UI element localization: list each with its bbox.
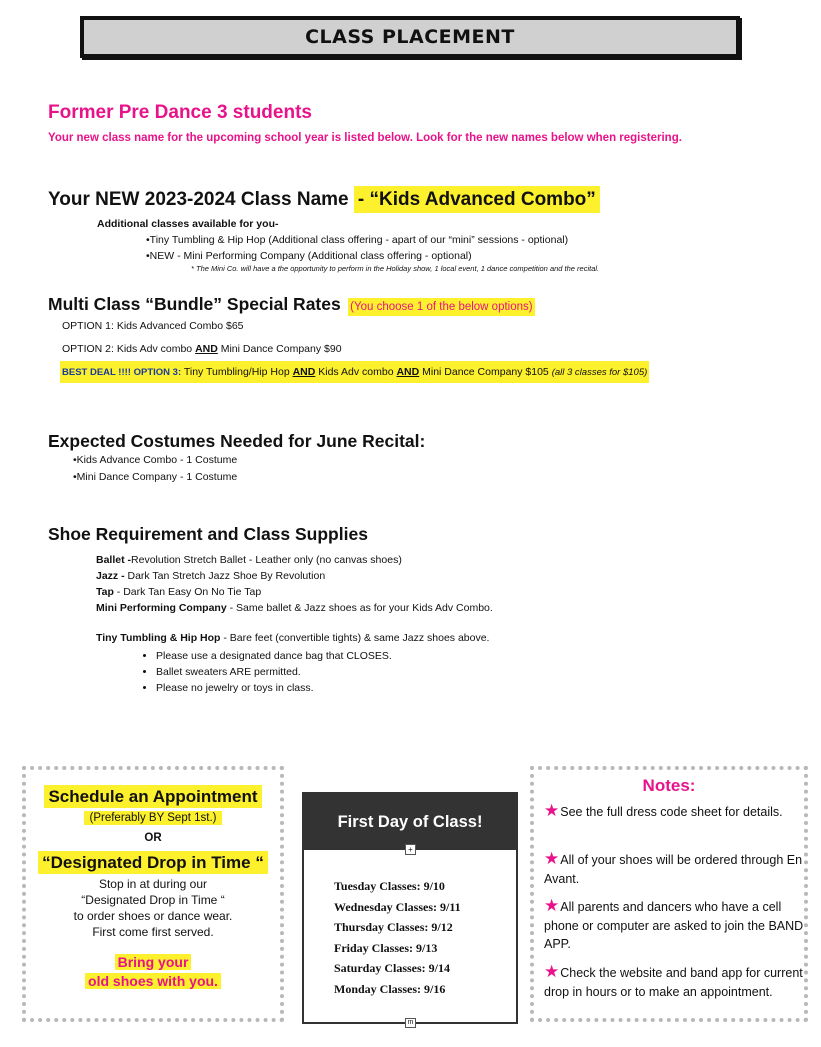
resize-handle-icon: + — [405, 844, 416, 855]
new-class-heading — [48, 189, 600, 211]
list-item: • Ballet sweaters ARE permitted. — [156, 664, 392, 680]
star-icon: ★ — [544, 896, 560, 915]
note-item — [544, 802, 806, 822]
page-title: CLASS PLACEMENT — [305, 26, 515, 48]
note-text: All parents and dancers who have a cell phone or computer are asked to join the BAND APP. — [544, 900, 804, 951]
list-item: •Tiny Tumbling & Hip Hop (Additional class offering - apart of our “mini” sessions - optional) — [146, 234, 569, 246]
bundle-option-2 — [62, 343, 342, 355]
option-3-note: (all 3 classes for $105) — [551, 367, 648, 378]
list-item: Tuesday Classes: 9/10 — [334, 879, 445, 893]
drop-in-heading: “Designated Drop in Time “ — [38, 851, 268, 874]
option-3-and: AND — [292, 366, 316, 378]
anchor-handle-icon: m — [405, 1018, 416, 1028]
mini-text: - Same ballet & Jazz shoes as for your Kids Adv Combo. — [226, 602, 493, 614]
note-text: See the full dress code sheet for details. — [560, 805, 783, 819]
notes-box — [530, 766, 808, 1022]
notes-heading: Notes: — [642, 776, 696, 795]
page-title-banner — [80, 16, 740, 58]
tap-text: - Dark Tan Easy On No Tie Tap — [113, 586, 262, 598]
list-item: Friday Classes: 9/13 — [334, 940, 438, 955]
option-3-text: Mini Dance Company $105 — [419, 366, 552, 378]
shoe-requirements — [96, 552, 493, 616]
additional-classes-heading: Additional classes available for you- — [97, 218, 279, 230]
jazz-shoes — [96, 568, 493, 584]
list-item: •Kids Advance Combo - 1 Costume — [73, 454, 238, 466]
bundle-heading-row — [48, 294, 535, 315]
bring-shoes-line-1: Bring your — [115, 954, 192, 970]
ballet-shoes — [96, 552, 493, 568]
option-2-text: OPTION 2: Kids Adv combo — [62, 343, 196, 355]
drop-in-line: Stop in at during our — [98, 877, 208, 891]
star-icon: ★ — [544, 962, 560, 981]
bundle-option-3 — [60, 361, 649, 383]
option-2-and: AND — [195, 343, 218, 355]
tap-shoes — [96, 584, 493, 600]
appointment-or: OR — [144, 832, 162, 844]
list-item: Thursday Classes: 9/12 — [334, 920, 453, 934]
costumes-list — [73, 452, 237, 486]
bundle-option-1: OPTION 1: Kids Advanced Combo $65 — [62, 320, 244, 332]
appointment-heading: Schedule an Appointment — [44, 785, 261, 808]
bring-shoes-line-2: old shoes with you. — [85, 973, 221, 989]
tiny-label: Tiny Tumbling & Hip Hop — [96, 632, 221, 644]
option-2-text-end: Mini Dance Company $90 — [217, 343, 342, 355]
jazz-text: Dark Tan Stretch Jazz Shoe By Revolution — [124, 570, 326, 582]
first-day-heading: First Day of Class! — [304, 794, 516, 850]
option-3-and: AND — [396, 366, 420, 378]
mini-company-shoes — [96, 600, 493, 616]
intro-heading: Former Pre Dance 3 students — [48, 102, 312, 123]
appointment-preference: (Preferably BY Sept 1st.) — [84, 811, 223, 825]
new-class-name: - “Kids Advanced Combo” — [354, 186, 600, 213]
note-item — [544, 850, 806, 888]
jazz-label: Jazz - — [96, 570, 125, 582]
drop-in-text — [26, 876, 280, 940]
ballet-label: Ballet - — [96, 554, 132, 566]
best-deal-label: BEST DEAL !!!! OPTION 3: — [62, 367, 182, 378]
appointment-box — [22, 766, 284, 1022]
tap-label: Tap — [96, 586, 114, 598]
drop-in-line: to order shoes or dance wear. — [73, 909, 233, 923]
star-icon: ★ — [544, 849, 560, 868]
drop-in-line: “Designated Drop in Time “ — [81, 893, 225, 907]
first-day-box — [302, 792, 518, 1024]
list-item: Monday Classes: 9/16 — [334, 981, 446, 996]
mini-label: Mini Performing Company — [96, 602, 227, 614]
star-icon: ★ — [544, 801, 560, 820]
option-3-text: Tiny Tumbling/Hip Hop — [181, 366, 293, 378]
bundle-note: (You choose 1 of the below options) — [348, 298, 534, 316]
ballet-text: Revolution Stretch Ballet - Leather only (no canvas shoes) — [131, 554, 402, 566]
supplies-list — [140, 648, 392, 696]
first-day-list — [304, 850, 516, 999]
tiny-tumbling-shoes — [96, 632, 489, 644]
shoes-heading: Shoe Requirement and Class Supplies — [48, 524, 368, 544]
list-item: •NEW - Mini Performing Company (Additional class offering - optional) — [146, 250, 472, 262]
note-item — [544, 897, 806, 954]
note-text: All of your shoes will be ordered through En Avant. — [544, 853, 803, 886]
list-item: • Please use a designated dance bag that CLOSES. — [156, 648, 392, 664]
new-class-label: Your NEW 2023-2024 Class Name — [48, 189, 349, 210]
list-item: •Mini Dance Company - 1 Costume — [73, 471, 238, 483]
list-item: Wednesday Classes: 9/11 — [334, 899, 461, 914]
note-text: Check the website and band app for current drop in hours or to make an appointment. — [544, 966, 803, 999]
costumes-heading: Expected Costumes Needed for June Recital: — [48, 431, 426, 451]
note-item — [544, 963, 806, 1001]
additional-classes-list — [146, 232, 568, 264]
list-item: Saturday Classes: 9/14 — [334, 961, 451, 975]
intro-subtext: Your new class name for the upcoming school year is listed below. Look for the new names below when registering. — [48, 132, 682, 144]
option-3-text: Kids Adv combo — [315, 366, 397, 378]
list-item: • Please no jewelry or toys in class. — [156, 680, 392, 696]
bundle-heading: Multi Class “Bundle” Special Rates — [48, 294, 341, 314]
tiny-text: - Bare feet (convertible tights) & same Jazz shoes above. — [220, 632, 490, 644]
drop-in-line: First come first served. — [92, 925, 214, 939]
mini-co-footnote: * The Mini Co. will have a the opportunity to perform in the Holiday show, 1 local event, 1 dance competition and the recital. — [191, 264, 600, 273]
